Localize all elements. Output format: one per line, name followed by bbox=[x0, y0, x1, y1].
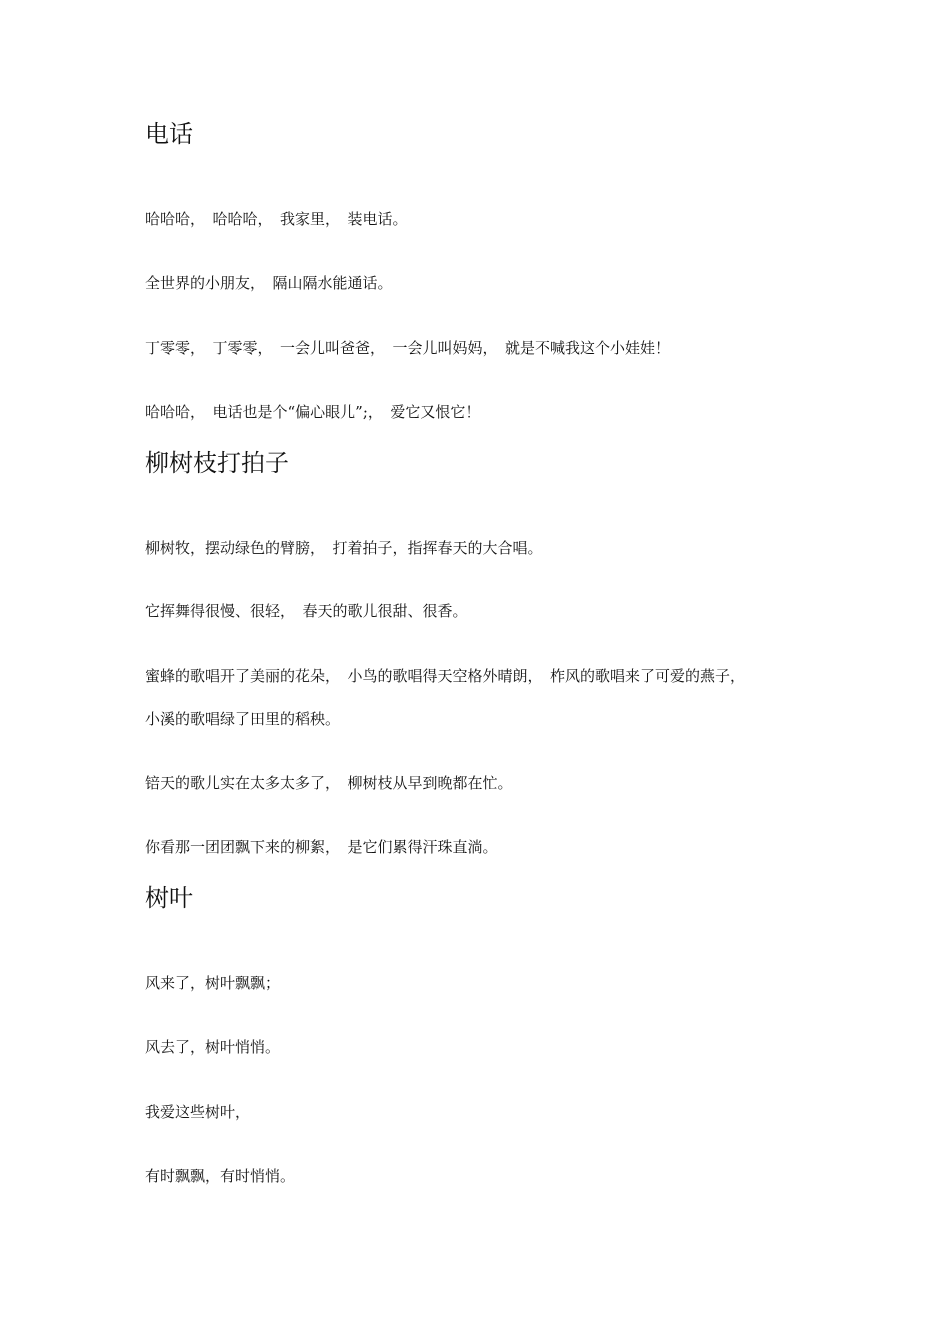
poem-line: 风去了，树叶悄悄。 bbox=[145, 1038, 281, 1056]
poem-line: 风来了，树叶飘飘； bbox=[145, 974, 281, 992]
poem-line: 有时飘飘，有时悄悄。 bbox=[145, 1167, 296, 1185]
poem-title: 树叶 bbox=[145, 884, 193, 912]
poem-line: 蜜蜂的歌唱开了美丽的花朵， 小鸟的歌唱得天空格外晴朗， 柞风的歌唱来了可爱的燕子， bbox=[145, 667, 746, 685]
poem-line: 小溪的歌唱绿了田里的稻秧。 bbox=[145, 710, 341, 728]
poem-line: 哈哈哈， 电话也是个“偏心眼儿”;， 爱它又恨它！ bbox=[145, 403, 481, 421]
poem-line: 我爱这些树叶， bbox=[145, 1103, 251, 1121]
poem-line: 它挥舞得很慢、很轻， 春天的歌儿很甜、很香。 bbox=[145, 602, 468, 620]
poem-line: 全世界的小朋友， 隔山隔水能通话。 bbox=[145, 274, 393, 292]
poem-line: 锫天的歌儿实在太多太多了， 柳树枝从早到晚都在忙。 bbox=[145, 774, 513, 792]
poem-line: 丁零零， 丁零零， 一会儿叫爸爸， 一会儿叫妈妈， 就是不喊我这个小娃娃！ bbox=[145, 339, 671, 357]
poem-title: 电话 bbox=[145, 120, 193, 148]
poem-line: 你看那一团团飘下来的柳絮， 是它们累得汗珠直淌。 bbox=[145, 838, 498, 856]
poem-title: 柳树枝打拍子 bbox=[145, 449, 289, 477]
poem-line: 哈哈哈， 哈哈哈， 我家里， 装电话。 bbox=[145, 210, 408, 228]
poem-line: 柳树牧，摆动绿色的臂膀， 打着拍子，指挥春天的大合唱。 bbox=[145, 539, 543, 557]
